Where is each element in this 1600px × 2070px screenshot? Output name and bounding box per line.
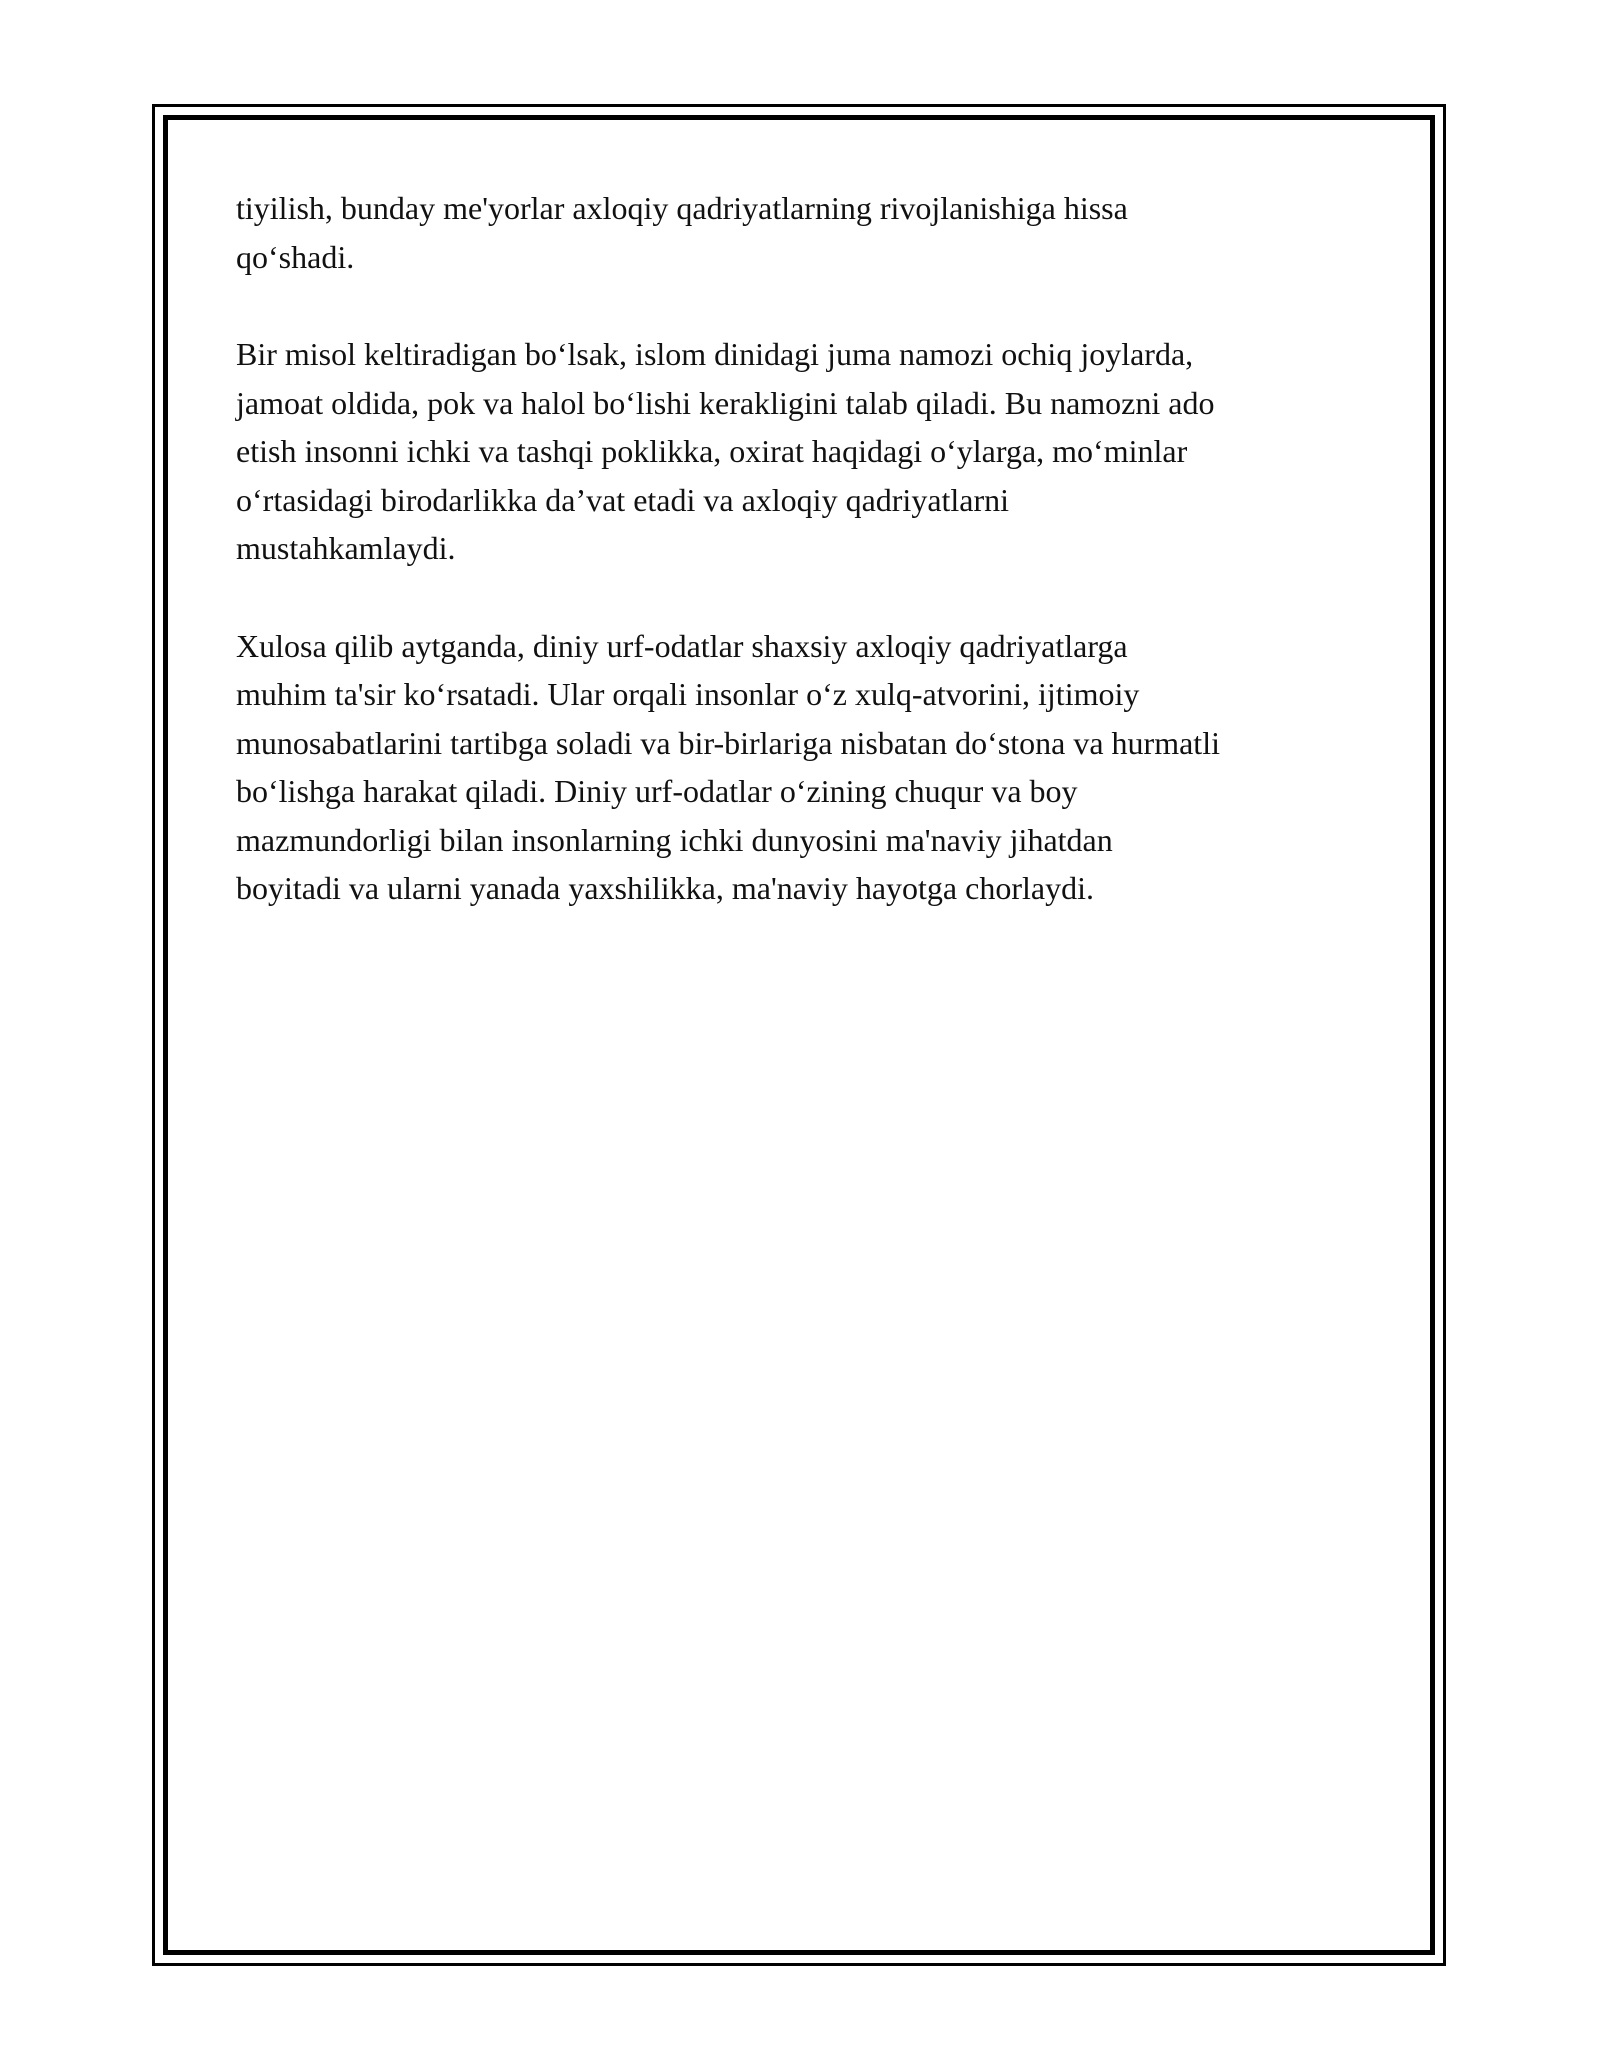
paragraph-line: munosabatlarini tartibga soladi va bir-birlariga nisbatan do‘stona va hurmatli	[236, 724, 1220, 761]
document-body	[236, 184, 1376, 962]
paragraph-line: Bir misol keltiradigan bo‘lsak, islom dinidagi juma namozi ochiq joylarda,	[236, 336, 1194, 372]
paragraph-line: etish insonni ichki va tashqi poklikka, oxirat haqidagi o‘ylarga, mo‘minlar	[236, 433, 1188, 469]
paragraph-line: bo‘lishga harakat qiladi. Diniy urf-odatlar o‘zining chuqur va boy	[236, 773, 1078, 809]
paragraph-line: muhim ta'sir ko‘rsatadi. Ular orqali insonlar o‘z xulq-atvorini, ijtimoiy	[236, 676, 1140, 712]
paragraph-line: qo‘shadi.	[236, 238, 355, 275]
paragraph-line: Xulosa qilib aytganda, diniy urf-odatlar shaxsiy axloqiy qadriyatlarga	[236, 627, 1128, 664]
paragraph-line: tiyilish, bunday me'yorlar axloqiy qadriyatlarning rivojlanishiga hissa	[236, 190, 1128, 226]
paragraph-line: mustahkamlaydi.	[236, 530, 456, 566]
paragraph-line: o‘rtasidagi birodarlikka da’vat etadi va axloqiy qadriyatlarni	[236, 481, 1010, 518]
paragraph-line: mazmundorligi bilan insonlarning ichki dunyosini ma'naviy jihatdan	[236, 821, 1113, 858]
paragraph-line: boyitadi va ularni yanada yaxshilikka, ma'naviy hayotga chorlaydi.	[236, 870, 1094, 906]
paragraph-1	[236, 184, 1376, 281]
paragraph-line: jamoat oldida, pok va halol bo‘lishi kerakligini talab qiladi. Bu namozni ado	[236, 384, 1215, 421]
paragraph-2	[236, 330, 1376, 573]
paragraph-3	[236, 622, 1376, 913]
